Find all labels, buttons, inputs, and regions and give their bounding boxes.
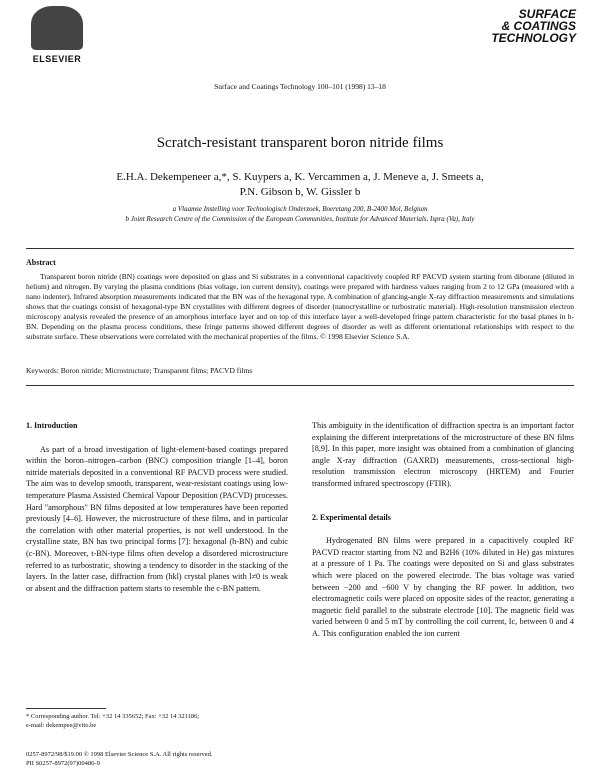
elsevier-logo (26, 6, 88, 68)
footer-line: PII S0257-8972(97)00486-9 (26, 760, 100, 767)
footer (26, 750, 213, 768)
journal-logo (466, 8, 576, 64)
footer-line: 0257-8972/98/$19.00 © 1998 Elsevier Science S.A. All rights reserved. (26, 751, 213, 758)
continued-paragraph: This ambiguity in the identification of diffraction spectra is an important factor explaining the different interpretations of the microstructure of these BN films [8,9]. In this paper, more insight was obtained from a combination of glancing angle X-ray diffraction (GAXRD) measurements, cross-sectional high-resolution transmission electron microscopy (HRTEM) and Fourier transformed infrared spectroscopy (FTIR). (312, 421, 574, 488)
footnote-line: e-mail: dekempee@vito.be (26, 722, 97, 729)
affiliation-b: b Joint Research Centre of the Commission of the European Communities, Institute for Advanced Materials, Ispra (Va), Italy (125, 215, 475, 223)
journal-reference: Surface and Coatings Technology 100–101 (1998) 13–18 (214, 82, 386, 91)
authors (0, 170, 600, 200)
divider (26, 385, 574, 386)
journal-logo-line: & COATINGS (501, 19, 576, 33)
abstract-text: Transparent boron nitride (BN) coatings were deposited on glass and Si substrates in a conventional capacitively coupled RF PACVD system starting from diborane (diluted in helium) and nitrogen. By varying the plasma conditions (bias voltage, ion current density), coatings were prepared with hardness values ranging from 2 to 12 GPa (measured with a nano indenter). Infrared absorption measurements indicated that the BN was of the hexagonal type. A combination of glancing-angle X-ray diffraction measurements and simulations shows that the coatings consist of hexagonal-type BN crystallites with different degrees of disorder (nanocrystalline or turbostratic material). High-resolution transmission electron microscopy analysis revealed the presence of an amorphous interface layer and on top of this interface layer a well-developed fringe pattern characteristic for the basal planes in h-BN. Depending on the plasma process conditions, these fringe patterns showed different degrees of disorder as well as different orientational relationships with respect to the substrate surface. These observations were correlated with the mechanical properties of the films. © 1998 Elsevier Science S.A. (26, 272, 574, 341)
keywords: Keywords: Boron nitride; Microstructure; Transparent films; PACVD films (26, 366, 253, 375)
abstract-heading: Abstract (26, 258, 56, 267)
affiliation-a: a Vlaamse Instelling voor Technologisch Onderzoek, Boeretang 200, B-2400 Mol, Belgium (172, 205, 428, 213)
tree-icon (31, 6, 83, 50)
footnote-line: * Corresponding author. Tel: +32 14 335652; Fax: +32 14 321186; (26, 713, 200, 720)
experimental-paragraph: Hydrogenated BN films were prepared in a capacitively coupled RF PACVD reactor starting from N2 and B2H6 (10% diluted in He) gas mixtures at a pressure of 1 Pa. The coatings were deposited on Si and glass substrates which were placed on the powered electrode. The bias voltage was varied between −200 and −600 V by changing the RF power. In addition, two electromagnetic coils were placed on opposite sides of the reactor, generating a magnetic field parallel to the substrate electrode [10]. The magnetic field was varied between 0 and 5 mT by controlling the coil current, Ic, between 0 and 4 A. This configuration enabled the ion current (312, 536, 574, 638)
section-heading: 2. Experimental details (312, 512, 391, 522)
right-column (312, 420, 574, 640)
authors-line: P.N. Gibson b, W. Gissler b (239, 186, 361, 198)
divider (26, 248, 574, 249)
journal-logo-line: TECHNOLOGY (491, 31, 576, 45)
authors-line: E.H.A. Dekempeneer a,*, S. Kuypers a, K. Vercammen a, J. Meneve a, J. Smeets a, (116, 171, 484, 183)
footnote (26, 712, 288, 730)
publisher-name: ELSEVIER (32, 54, 82, 64)
intro-paragraph: As part of a broad investigation of light-element-based coatings prepared within the boron–nitrogen–carbon (BNC) composition triangle [1–4], boron nitride materials deposited in a conventional RF PACVD process were studied. The aim was to develop smooth, transparent, wear-resistant coatings using low-temperature Plasma Assisted Chemical Vapour Deposition (PACVD) processes. Hard "amorphous" BN films deposited at low temperatures have been reported previously [4–6]. However, the microstructure of these films, and in particular the correlation with other material properties, is not well understood. In the crystalline state, BN has two principal forms [7]: hexagonal (h-BN) and cubic (c-BN). Moreover, t-BN-type films often develop a disordered microstructure referred to as turbostratic, showing a tendency to disorder in the stacking of the layers. In the latter case, diffraction from (hkl) crystal planes with l≠0 is weak or absent and the diffraction pattern starts to resemble the c-BN pattern. (26, 444, 288, 593)
footnote-divider (26, 708, 106, 709)
paper-title: Scratch-resistant transparent boron nitride films (156, 135, 444, 151)
affiliations (0, 204, 600, 224)
left-column (26, 420, 288, 594)
section-heading: 1. Introduction (26, 421, 78, 430)
journal-logo-line: SURFACE (518, 7, 576, 21)
